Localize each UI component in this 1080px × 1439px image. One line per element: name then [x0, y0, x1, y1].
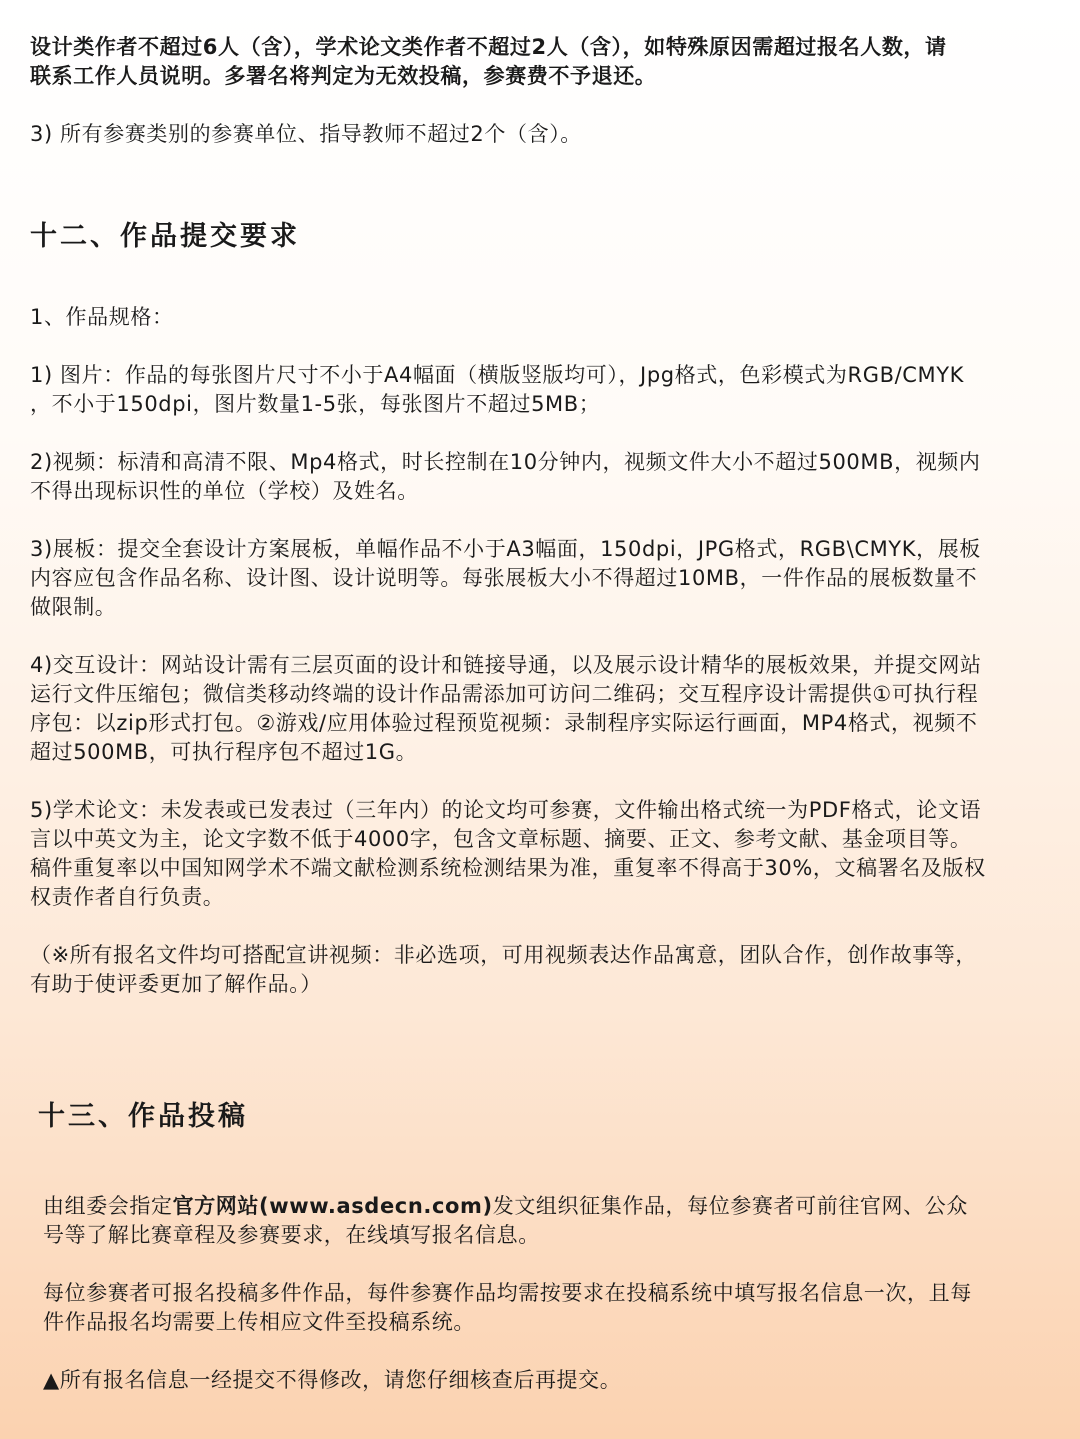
- official-website-link[interactable]: 官方网站(www.asdecn.com): [172, 1194, 493, 1218]
- no-modification-notice: ▲所有报名信息一经提交不得修改，请您仔细核查后再提交。: [43, 1368, 622, 1392]
- spec-interactive-line-3: 序包：以zip形式打包。②游戏/应用体验过程预览视频：录制程序实际运行画面，MP4格式，视频不: [30, 711, 978, 735]
- spec-interactive-line-4: 超过500MB，可执行程序包不超过1G。: [30, 740, 418, 764]
- spec-video-line-2: 不得出现标识性的单位（学校）及姓名。: [30, 479, 419, 503]
- video-note-line-1: （※所有报名文件均可搭配宣讲视频：非必选项，可用视频表达作品寓意，团队合作，创作故事等，: [30, 943, 977, 967]
- spec-board-line-2: 内容应包含作品名称、设计图、设计说明等。每张展板大小不得超过10MB，一件作品的展板数量不: [30, 566, 978, 590]
- author-limit-line-1: 设计类作者不超过6人（含），学术论文类作者不超过2人（含），如特殊原因需超过报名人数，请: [30, 35, 947, 59]
- author-limit-line-2: 联系工作人员说明。多署名将判定为无效投稿，参赛费不予退还。: [30, 64, 657, 88]
- spec-image-line-1: 1) 图片：作品的每张图片尺寸不小于A4幅面（横版竖版均可），Jpg格式，色彩模式为RGB/CMYK: [30, 363, 965, 387]
- multi-submission-line-2: 件作品报名均需要上传相应文件至投稿系统。: [43, 1310, 475, 1334]
- multi-submission-line-1: 每位参赛者可报名投稿多件作品，每件参赛作品均需按要求在投稿系统中填写报名信息一次，且每: [43, 1281, 972, 1305]
- spec-interactive-line-1: 4)交互设计：网站设计需有三层页面的设计和链接导通，以及展示设计精华的展板效果，并提交网站: [30, 653, 982, 677]
- spec-interactive-line-2: 运行文件压缩包；微信类移动终端的设计作品需添加可访问二维码；交互程序设计需提供①可执行程: [30, 682, 979, 706]
- spec-image-line-2: ，不小于150dpi，图片数量1-5张，每张图片不超过5MB；: [30, 392, 601, 416]
- spec-paper-line-2: 言以中英文为主，论文字数不低于4000字，包含文章标题、摘要、正文、参考文献、基金项目等。: [30, 827, 972, 851]
- submission-line-1: [43, 1192, 968, 1221]
- section-13-heading: 十三、作品投稿: [38, 1101, 248, 1132]
- spec-video-line-1: 2)视频：标清和高清不限、Mp4格式，时长控制在10分钟内，视频文件大小不超过500MB，视频内: [30, 450, 981, 474]
- spec-paper-line-4: 权责作者自行负责。: [30, 885, 225, 909]
- unit-limit-item: 3) 所有参赛类别的参赛单位、指导教师不超过2个（含）。: [30, 122, 582, 146]
- spec-board-line-3: 做限制。: [30, 595, 117, 619]
- section-12-heading: 十二、作品提交要求: [30, 221, 300, 252]
- submission-intro-cont: 发文组织征集作品，每位参赛者可前往官网、公众: [492, 1194, 968, 1218]
- spec-board-line-1: 3)展板：提交全套设计方案展板，单幅作品不小于A3幅面，150dpi，JPG格式，RGB\CMYK，展板: [30, 537, 981, 561]
- video-note-line-2: 有助于使评委更加了解作品。）: [30, 972, 322, 996]
- spec-label: 1、作品规格：: [30, 305, 174, 329]
- submission-intro: 由组委会指定: [43, 1194, 173, 1218]
- submission-line-2: 号等了解比赛章程及参赛要求，在线填写报名信息。: [43, 1223, 540, 1247]
- spec-paper-line-3: 稿件重复率以中国知网学术不端文献检测系统检测结果为准，重复率不得高于30%，文稿署名及版权: [30, 856, 986, 880]
- spec-paper-line-1: 5)学术论文：未发表或已发表过（三年内）的论文均可参赛，文件输出格式统一为PDF格式，论文语: [30, 798, 982, 822]
